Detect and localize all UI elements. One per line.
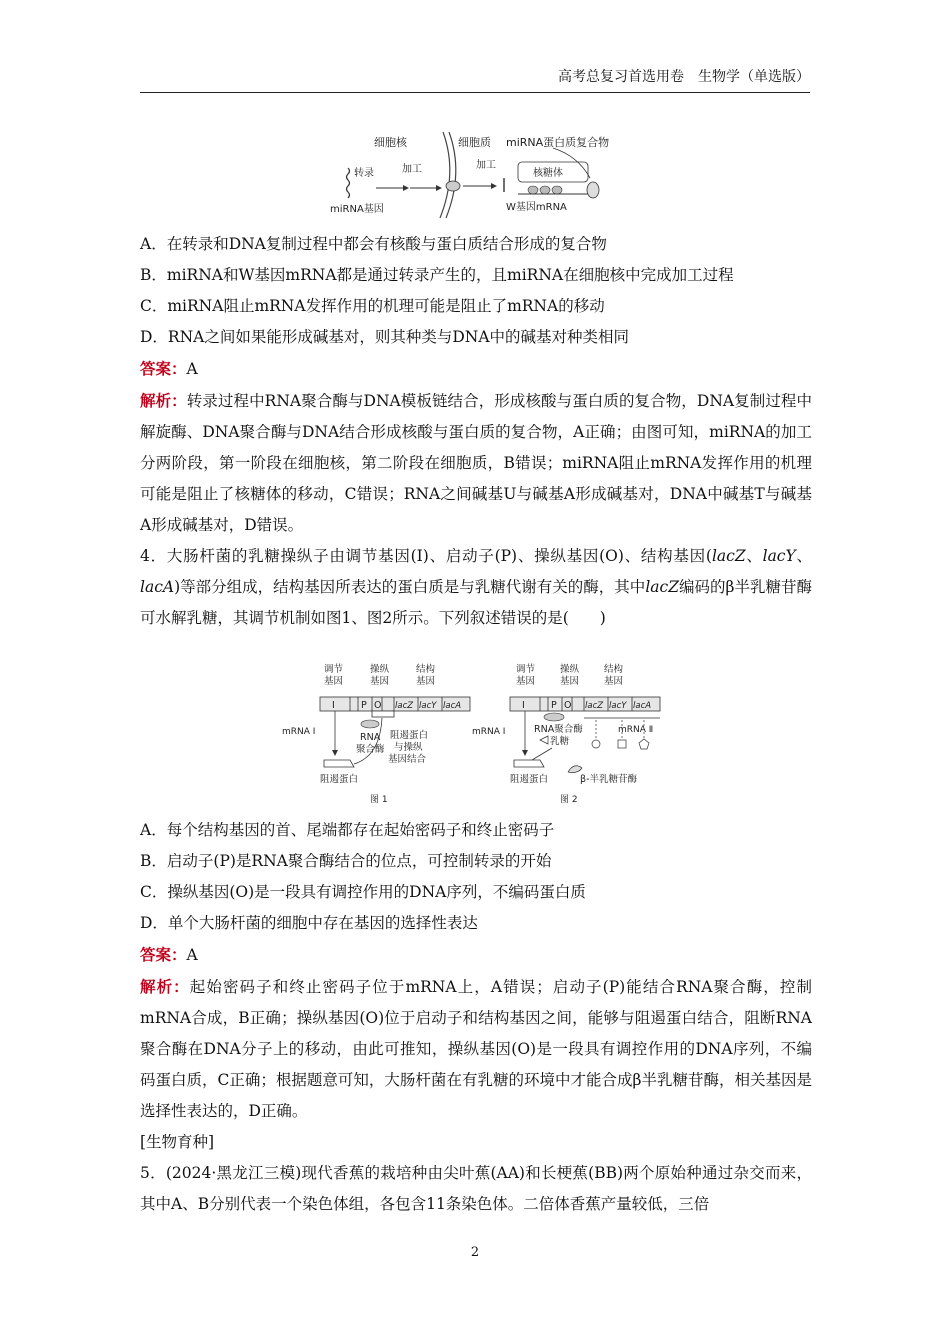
- label-w-mrna: W基因mRNA: [506, 202, 567, 213]
- fig2-reg-label-2: 基因: [516, 676, 536, 687]
- fig2-enzyme-square: [618, 740, 626, 748]
- page-number: 2: [470, 1245, 480, 1260]
- fig1-gene-i: I: [332, 700, 335, 711]
- nuclear-pore-complex: [446, 181, 460, 191]
- fig2-enzyme-circle: [592, 740, 600, 748]
- q3-option-a: A．在转录和DNA复制过程中都会有核酸与蛋白质结合形成的复合物: [140, 235, 607, 253]
- ribosome-2: [540, 186, 550, 194]
- fig2-repressor: [514, 760, 544, 767]
- label-transcription: 转录: [354, 168, 374, 179]
- q4-option-b: B．启动子(P)是RNA聚合酶结合的位点，可控制转录的开始: [140, 852, 552, 870]
- fig1-rnap-label-1: RNA: [360, 732, 381, 743]
- q3-option-c: C．miRNA阻止mRNA发挥作用的机理可能是阻止了mRNA的移动: [140, 297, 605, 315]
- fig2-gene-i: I: [522, 700, 525, 711]
- q3-answer-label: 答案：: [140, 359, 187, 378]
- q4-stem-part2: )等部分组成，结构基因所表达的蛋白质是与乳糖代谢有关的酶，其中: [174, 578, 646, 596]
- fig1-rna-polymerase: [361, 720, 379, 728]
- q4-answer-value: A: [186, 946, 198, 964]
- fig1-mrna-label: mRNA Ⅰ: [282, 727, 316, 737]
- fig2-gene-p: P: [551, 700, 557, 711]
- q4-analysis-label: 解析：: [140, 977, 190, 996]
- fig1-gene-laca: lacA: [443, 701, 462, 711]
- fig2-op-label-1: 操纵: [560, 664, 580, 675]
- fig1-repressor: [324, 760, 354, 767]
- label-nucleus: 细胞核: [374, 136, 407, 149]
- ribosome-1: [528, 186, 538, 194]
- q4-option-d: D．单个大肠杆菌的细胞中存在基因的选择性表达: [140, 914, 478, 932]
- fig1-bind-label-2: 与操纵: [394, 742, 423, 753]
- fig1-gene-p: P: [361, 700, 367, 711]
- q3-answer-value: A: [186, 360, 198, 378]
- fig1-caption: 图 1: [370, 795, 388, 805]
- mirna-figure: [328, 128, 628, 220]
- fig2-rna-polymerase: [544, 713, 564, 721]
- fig1-st-label-1: 结构: [416, 664, 436, 675]
- q3-analysis: [140, 385, 812, 541]
- q4-block: [140, 815, 812, 1220]
- fig2-st-label-2: 基因: [604, 676, 624, 687]
- fig2-enzyme-label: β-半乳糖苷酶: [580, 774, 637, 785]
- q3-analysis-text: 转录过程中RNA聚合酶与DNA模板链结合，形成核酸与蛋白质的复合物，DNA复制过程中解旋酶、DNA聚合酶与DNA结合形成核酸与蛋白质的复合物，A正确；由图可知，miRNA的加工分两阶段，第一阶段在细胞核，第二阶段在细胞质，B错误；miRNA阻止mRNA发挥作用的机理可能是阻止了核糖体的移动，C错误；RNA之间碱基U与碱基A形成碱基对，DNA中碱基T与碱基A形成碱基对，D错误。: [140, 392, 812, 534]
- fig1-repressor-on-operator: [372, 711, 394, 717]
- fig2-gene-laca: lacA: [633, 701, 652, 711]
- fig1-gene-lacy: lacY: [419, 701, 437, 711]
- q4-analysis-text: 起始密码子和终止密码子位于mRNA上，A错误；启动子(P)能结合RNA聚合酶，控制mRNA合成，B正确；操纵基因(O)位于启动子和结构基因之间，能够与阻遏蛋白结合，阻断RNA聚合酶在DNA分子上的移动，由此可推知，操纵基因(O)是一段具有调控作用的DNA序列，不编码蛋白质，C正确；根据题意可知，大肠杆菌在有乳糖的环境中才能合成β半乳糖苷酶，相关基因是选择性表达的，D正确。: [140, 978, 812, 1120]
- fig2-repressor-label: 阻遏蛋白: [510, 774, 549, 785]
- fig2-lactose-symbol: [540, 736, 548, 744]
- q4-analysis: [140, 971, 812, 1127]
- q4-stem: [140, 541, 812, 634]
- figure-2: [472, 663, 660, 805]
- fig2-enzyme-shape: [568, 766, 582, 773]
- q4-answer: [140, 939, 812, 971]
- label-processing-2: 加工: [476, 160, 496, 171]
- q4-option-c: C．操纵基因(O)是一段具有调控作用的DNA序列，不编码蛋白质: [140, 883, 586, 901]
- fig1-reg-label-1: 调节: [324, 664, 344, 675]
- fig1-op-label-2: 基因: [370, 676, 390, 687]
- q4-stem-part1: 4．大肠杆菌的乳糖操纵子由调节基因(I)、启动子(P)、操纵基因(O)、结构基因(: [140, 547, 712, 565]
- fig2-st-label-1: 结构: [604, 664, 624, 675]
- operon-figure: [282, 660, 666, 810]
- label-ribosome: 核糖体: [533, 168, 563, 179]
- fig1-rnap-label-2: 聚合酶: [356, 744, 385, 755]
- gene-lacy: lacY: [762, 547, 796, 565]
- fig2-gene-lacz: lacZ: [585, 701, 604, 711]
- fig2-gene-lacy: lacY: [609, 701, 627, 711]
- label-processing-1: 加工: [402, 164, 422, 175]
- complex-symbol: [587, 182, 599, 198]
- fig1-gene-o: O: [374, 700, 382, 711]
- fig1-gene-lacz: lacZ: [395, 701, 414, 711]
- fig1-bind-label-1: 阻遏蛋白: [390, 730, 429, 741]
- fig2-enzyme-pentagon: [639, 739, 649, 749]
- fig1-st-label-2: 基因: [416, 676, 436, 687]
- gene-lacz: lacZ: [711, 547, 746, 565]
- q3-answer: [140, 353, 812, 385]
- label-complex: miRNA蛋白质复合物: [506, 136, 610, 149]
- fig2-gene-o: O: [564, 700, 572, 711]
- label-cytoplasm: 细胞质: [458, 136, 491, 149]
- gene-laca: lacA: [140, 578, 175, 596]
- fig1-bind-label-3: 基因结合: [388, 754, 427, 765]
- gene-lacz-2: lacZ: [645, 578, 679, 596]
- fig2-lactose-label: 乳糖: [550, 736, 570, 747]
- q4-option-a: A．每个结构基因的首、尾端都存在起始密码子和终止密码子: [140, 821, 555, 839]
- figure-1: [282, 663, 470, 805]
- label-mirna-gene: miRNA基因: [330, 204, 384, 215]
- header-title: 高考总复习首选用卷 生物学（单选版）: [558, 69, 810, 85]
- q3-analysis-label: 解析：: [140, 391, 187, 410]
- q4-stem-part3: 编码的β半乳糖苷酶可水解乳糖，其调节机制如图1、图2所示。下列叙述错误的是( ): [140, 578, 812, 627]
- q4-answer-label: 答案：: [140, 945, 187, 964]
- ribosome-3: [552, 186, 562, 194]
- q4-sep1: 、: [745, 547, 763, 565]
- q3-block: [140, 229, 812, 634]
- fig2-op-label-2: 基因: [560, 676, 580, 687]
- fig2-rnap-label: RNA聚合酶: [534, 724, 583, 735]
- section-title: [生物育种]: [140, 1133, 215, 1151]
- fig2-mrna-label: mRNA Ⅰ: [472, 727, 506, 737]
- q5-stem: 5．(2024·黑龙江三模)现代香蕉的栽培种由尖叶蕉(AA)和长梗蕉(BB)两个原始种通过杂交而来，其中A、B分别代表一个染色体组，各包含11条染色体。二倍体香蕉产量较低，三倍: [140, 1164, 812, 1213]
- page-header: [140, 66, 810, 93]
- q3-option-d: D．RNA之间如果能形成碱基对，则其种类与DNA中的碱基对种类相同: [140, 328, 630, 346]
- fig2-caption: 图 2: [560, 795, 578, 805]
- fig1-op-label-1: 操纵: [370, 664, 390, 675]
- fig2-mrna2-label: mRNA Ⅱ: [618, 725, 654, 735]
- fig1-repressor-label: 阻遏蛋白: [320, 774, 359, 785]
- fig1-reg-label-2: 基因: [324, 676, 344, 687]
- q4-sep2: 、: [795, 547, 812, 565]
- q3-option-b: B．miRNA和W基因mRNA都是通过转录产生的，且miRNA在细胞核中完成加工过程: [140, 266, 734, 284]
- fig2-reg-label-1: 调节: [516, 664, 536, 675]
